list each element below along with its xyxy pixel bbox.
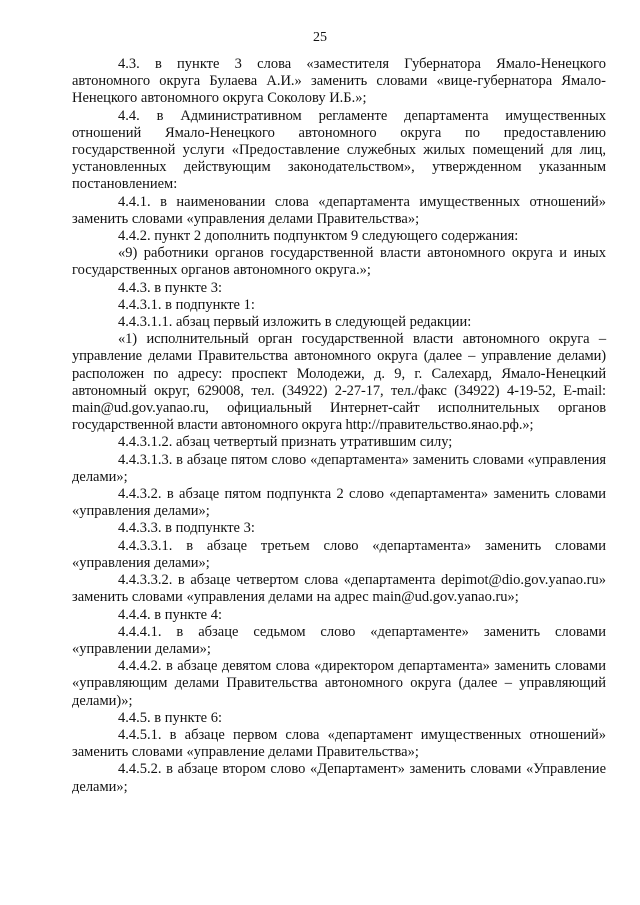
paragraph-4-4-1: 4.4.1. в наименовании слова «департамента имущественных отношений» заменить словами «управления делами Правительства»; (72, 193, 606, 227)
paragraph-4-4-5-2: 4.4.5.2. в абзаце втором слово «Департамент» заменить словами «Управление делами»; (72, 761, 606, 795)
paragraph-4-4-3-3-1: 4.4.3.3.1. в абзаце третьем слово «департамента» заменить словами «управления делами»; (72, 537, 606, 571)
paragraph-4-4-5: 4.4.5. в пункте 6: (118, 709, 223, 726)
paragraph-4-4: 4.4. в Административном регламенте департамента имущественных отношений Ямало-Ненецкого автономного округа по предоставлению государственной услуги «Предоставление служебных жилых помещений для лиц, установленных действующим законодательством», утвержденном указанным постановлением: (72, 107, 606, 193)
paragraph-4-4-3-3: 4.4.3.3. в подпункте 3: (118, 520, 255, 537)
paragraph-4-4-2: 4.4.2. пункт 2 дополнить подпунктом 9 следующего содержания: (118, 228, 519, 245)
page-number: 25 (313, 30, 327, 45)
paragraph-quoted-item-1: «1) исполнительный орган государственной власти автономного округа – управление делами Правительства автономного округа (далее – управление делами) расположен по адресу: проспект Молодежи, д. 9, г. Салехард, Ямало-Ненецкий автономный округ, 629008, тел. (34922) 2-27-17, тел./факс (34922) 4-19-52, E-mail: main@ud.gov.yanao.ru, официальный Интернет-сайт исполнительных органов государственной власти автономного округа http://правительство.янао.рф.»; (72, 331, 606, 434)
paragraph-4-4-3: 4.4.3. в пункте 3: (118, 279, 223, 296)
paragraph-4-3: 4.3. в пункте 3 слова «заместителя Губернатора Ямало-Ненецкого автономного округа Булаева А.И.» заменить словами «вице-губернатора Ямало-Ненецкого автономного округа Соколову И.Б.»; (72, 56, 606, 107)
paragraph-4-4-4: 4.4.4. в пункте 4: (118, 606, 223, 623)
paragraph-4-4-3-3-2: 4.4.3.3.2. в абзаце четвертом слова «департамента depimot@dio.gov.yanao.ru» заменить словами «управления делами на адрес main@ud.gov.yanao.ru»; (72, 572, 606, 606)
paragraph-4-4-3-1-1: 4.4.3.1.1. абзац первый изложить в следующей редакции: (118, 314, 472, 331)
document-body (72, 56, 606, 796)
paragraph-4-4-3-1-3: 4.4.3.1.3. в абзаце пятом слово «департамента» заменить словами «управления делами»; (72, 451, 606, 485)
paragraph-4-4-3-2: 4.4.3.2. в абзаце пятом подпункта 2 слово «департамента» заменить словами «управления делами»; (72, 486, 606, 520)
paragraph-4-4-3-1-2: 4.4.3.1.2. абзац четвертый признать утратившим силу; (118, 434, 453, 451)
paragraph-4-4-4-1: 4.4.4.1. в абзаце седьмом слово «департаменте» заменить словами «управлении делами»; (72, 623, 606, 657)
paragraph-4-4-4-2: 4.4.4.2. в абзаце девятом слова «директором департамента» заменить словами «управляющим делами Правительства автономного округа (далее – управляющий делами)»; (72, 658, 606, 709)
paragraph-4-4-5-1: 4.4.5.1. в абзаце первом слова «департамент имущественных отношений» заменить словами «управление делами Правительства»; (72, 726, 606, 761)
paragraph-4-4-3-1: 4.4.3.1. в подпункте 1: (118, 296, 255, 313)
paragraph-4-4-2-item-9: «9) работники органов государственной власти автономного округа и иных государственных органов автономного округа.»; (72, 245, 606, 279)
